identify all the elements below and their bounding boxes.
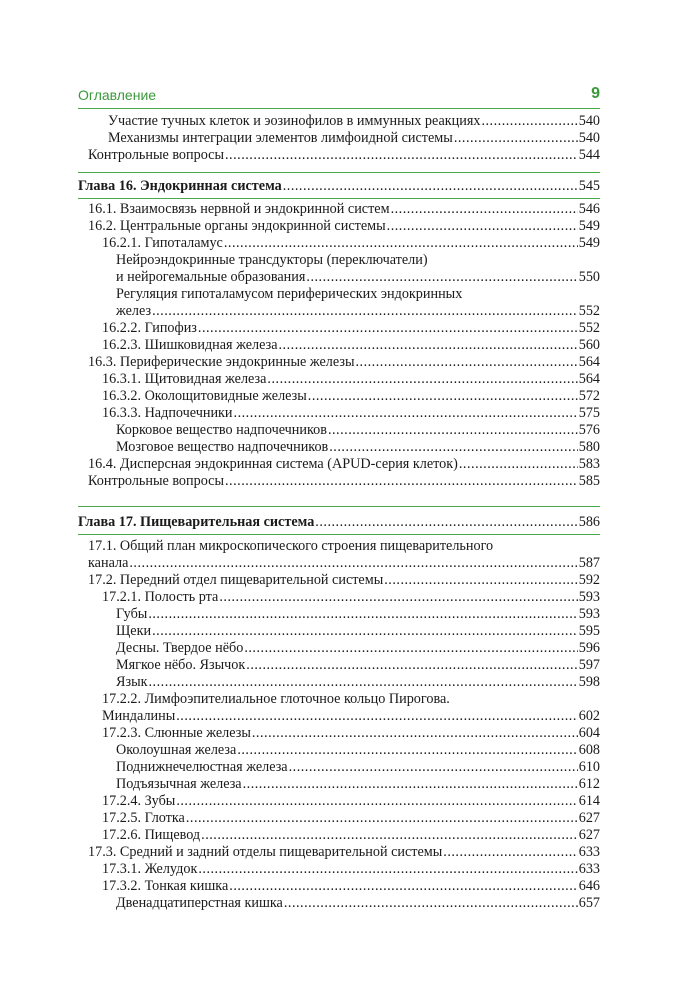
toc-leader-dots <box>459 456 578 473</box>
toc-entry <box>78 422 600 439</box>
toc-entry-page: 610 <box>578 759 600 775</box>
toc-leader-dots <box>355 354 577 371</box>
toc-entry-title: Подъязычная железа <box>116 776 242 792</box>
toc-entry-title: 17.2.3. Слюнные железы <box>102 725 251 741</box>
section-divider <box>78 506 600 507</box>
toc-entry-title: 16.3. Периферические эндокринные железы <box>88 354 355 370</box>
toc-entry-title: 17.3. Средний и задний отделы пищеварительной системы <box>88 844 443 860</box>
toc-chapter-entry <box>78 178 600 195</box>
toc-entry <box>78 589 600 606</box>
toc-entry <box>78 895 600 912</box>
toc-entry <box>78 130 600 147</box>
toc-entry-page: 552 <box>578 303 600 319</box>
toc-leader-dots <box>279 337 578 354</box>
toc-entry <box>78 201 600 218</box>
toc-entry-page: 614 <box>578 793 600 809</box>
toc-entry-page: 585 <box>578 473 600 489</box>
toc-leader-dots <box>152 303 578 320</box>
section-divider <box>78 534 600 535</box>
toc-entry-title: Участие тучных клеток и эозинофилов в иммунных реакциях <box>108 113 481 129</box>
toc-leader-dots <box>329 439 577 456</box>
toc-leader-dots <box>198 861 577 878</box>
toc-leader-dots <box>186 810 578 827</box>
toc-entry <box>78 827 600 844</box>
toc-entry <box>78 113 600 130</box>
section-divider <box>78 198 600 199</box>
toc-entry-page: 564 <box>578 354 600 370</box>
toc-entry-title-line1: Нейроэндокринные трансдукторы (переключатели) <box>116 252 428 268</box>
chapter-title: Глава 16. Эндокринная система <box>78 178 282 194</box>
toc-entry-title: 16.3.1. Щитовидная железа <box>102 371 267 387</box>
toc-entry <box>78 759 600 776</box>
toc-leader-dots <box>229 878 577 895</box>
toc-block-chapter-16 <box>78 201 600 490</box>
toc-leader-dots <box>237 742 577 759</box>
toc-leader-dots <box>243 776 578 793</box>
toc-entry-page: 549 <box>578 218 600 234</box>
toc-entry <box>78 337 600 354</box>
toc-entry-title-line1: 17.2.2. Лимфоэпителиальное глоточное кольцо Пирогова. <box>102 691 450 707</box>
toc-entry <box>78 473 600 490</box>
toc-entry-page: 592 <box>578 572 600 588</box>
toc-entry-title: Мягкое нёбо. Язычок <box>116 657 246 673</box>
toc-entry-title: Околоушная железа <box>116 742 237 758</box>
toc-entry-page: 633 <box>578 861 600 877</box>
toc-entry-page: 657 <box>578 895 600 911</box>
toc-entry-title: Язык <box>116 674 148 690</box>
toc-entry <box>78 252 600 286</box>
toc-entry-page: 646 <box>578 878 600 894</box>
toc-leader-dots <box>225 147 578 164</box>
toc-leader-dots <box>308 388 578 405</box>
toc-entry-page: 583 <box>578 456 600 472</box>
toc-entry-title: 17.2. Передний отдел пищеварительной системы <box>88 572 384 588</box>
toc-entry-page: 593 <box>578 606 600 622</box>
toc-entry <box>78 320 600 337</box>
toc-leader-dots <box>129 555 577 572</box>
toc-entry <box>78 793 600 810</box>
toc-entry-title: и нейрогемальные образования <box>116 269 306 285</box>
toc-entry-page: 608 <box>578 742 600 758</box>
toc-leader-dots <box>315 514 577 531</box>
toc-entry-page: 580 <box>578 439 600 455</box>
toc-entry-page: 552 <box>578 320 600 336</box>
toc-entry <box>78 218 600 235</box>
toc-entry-title: 17.3.1. Желудок <box>102 861 198 877</box>
toc-entry <box>78 640 600 657</box>
toc-chapter-entry <box>78 514 600 531</box>
toc-leader-dots <box>284 895 578 912</box>
toc-entry <box>78 538 600 572</box>
toc-entry-page: 575 <box>578 405 600 421</box>
toc-entry-title: Контрольные вопросы <box>88 147 224 163</box>
toc-entry <box>78 371 600 388</box>
toc-leader-dots <box>289 759 578 776</box>
toc-entry <box>78 572 600 589</box>
toc-entry-title: 16.3.2. Околощитовидные железы <box>102 388 307 404</box>
toc-entry-page: 544 <box>578 147 600 163</box>
toc-entry-page: 602 <box>578 708 600 724</box>
toc-leader-dots <box>328 422 578 439</box>
toc-entry-page: 627 <box>578 827 600 843</box>
toc-entry <box>78 354 600 371</box>
section-divider <box>78 172 600 173</box>
toc-entry <box>78 388 600 405</box>
toc-entry-page: 612 <box>578 776 600 792</box>
toc-entry-page: 576 <box>578 422 600 438</box>
toc-block-chapter-17 <box>78 538 600 912</box>
chapter-page: 586 <box>578 514 600 530</box>
toc-leader-dots <box>201 827 578 844</box>
toc-entry-page: 550 <box>578 269 600 285</box>
toc-leader-dots <box>481 113 577 130</box>
toc-leader-dots <box>283 178 578 195</box>
toc-entry <box>78 235 600 252</box>
toc-entry-title: 16.1. Взаимосвязь нервной и эндокринной систем <box>88 201 390 217</box>
toc-entry <box>78 861 600 878</box>
toc-leader-dots <box>246 657 577 674</box>
toc-entry <box>78 742 600 759</box>
toc-entry <box>78 691 600 725</box>
toc-entry-title-line1: 17.1. Общий план микроскопического строения пищеварительного <box>88 538 494 554</box>
toc-entry-page: 596 <box>578 640 600 656</box>
toc-leader-dots <box>267 371 577 388</box>
toc-leader-dots <box>391 201 578 218</box>
toc-entry <box>78 606 600 623</box>
toc-entry-page: 633 <box>578 844 600 860</box>
toc-entry-page: 598 <box>578 674 600 690</box>
toc-entry <box>78 878 600 895</box>
toc-entry-page: 597 <box>578 657 600 673</box>
running-header-title: Оглавление <box>78 87 157 103</box>
toc-entry-page: 627 <box>578 810 600 826</box>
toc-entry-page: 540 <box>578 130 600 146</box>
toc-leader-dots <box>244 640 577 657</box>
toc-entry-page: 595 <box>578 623 600 639</box>
toc-entry-page: 593 <box>578 589 600 605</box>
toc-entry-title: 16.2.2. Гипофиз <box>102 320 197 336</box>
toc-entry-title: Миндалины <box>102 708 176 724</box>
toc-leader-dots <box>152 623 578 640</box>
toc-leader-dots <box>234 405 578 422</box>
toc-entry-title: 16.4. Дисперсная эндокринная система (APUD-серия клеток) <box>88 456 458 472</box>
toc-leader-dots <box>225 473 578 490</box>
toc-entry-title: Губы <box>116 606 148 622</box>
toc-entry-page: 549 <box>578 235 600 251</box>
toc-entry <box>78 725 600 742</box>
toc-entry <box>78 405 600 422</box>
toc-entry-page: 546 <box>578 201 600 217</box>
toc-entry-title: 16.2.3. Шишковидная железа <box>102 337 278 353</box>
toc-entry-page: 564 <box>578 371 600 387</box>
toc-entry-title: Корковое вещество надпочечников <box>116 422 327 438</box>
toc-entry-page: 587 <box>578 555 600 571</box>
toc-leader-dots <box>454 130 578 147</box>
toc-entry-title: желез <box>116 303 152 319</box>
toc-leader-dots <box>387 218 578 235</box>
toc-block-lymphoid-end <box>78 113 600 164</box>
toc-entry-title: 17.2.5. Глотка <box>102 810 185 826</box>
toc-entry <box>78 439 600 456</box>
toc-entry-title: Механизмы интеграции элементов лимфоидной системы <box>108 130 453 146</box>
toc-entry-title: 17.2.6. Пищевод <box>102 827 201 843</box>
toc-entry-title: Мозговое вещество надпочечников <box>116 439 329 455</box>
toc-leader-dots <box>224 235 578 252</box>
toc-entry-title: Поднижнечелюстная железа <box>116 759 288 775</box>
toc-leader-dots <box>176 708 577 725</box>
toc-entry-title: Десны. Твердое нёбо <box>116 640 244 656</box>
chapter-title: Глава 17. Пищеварительная система <box>78 514 315 530</box>
toc-entry-page: 540 <box>578 113 600 129</box>
toc-entry-title: Щеки <box>116 623 152 639</box>
toc-entry <box>78 776 600 793</box>
toc-leader-dots <box>306 269 577 286</box>
toc-entry <box>78 810 600 827</box>
toc-entry <box>78 657 600 674</box>
running-header <box>78 86 600 109</box>
toc-leader-dots <box>252 725 578 742</box>
toc-entry <box>78 623 600 640</box>
toc-leader-dots <box>443 844 577 861</box>
toc-entry <box>78 456 600 473</box>
page-number: 9 <box>591 85 600 102</box>
toc-leader-dots <box>148 606 577 623</box>
toc-entry-title: 16.2. Центральные органы эндокринной системы <box>88 218 386 234</box>
toc-entry-title: канала <box>88 555 129 571</box>
toc-entry <box>78 674 600 691</box>
toc-leader-dots <box>149 674 578 691</box>
toc-leader-dots <box>384 572 577 589</box>
toc-entry-title: Двенадцатиперстная кишка <box>116 895 283 911</box>
toc-entry-title: 17.3.2. Тонкая кишка <box>102 878 229 894</box>
toc-entry-page: 604 <box>578 725 600 741</box>
toc-leader-dots <box>176 793 577 810</box>
toc-entry-page: 560 <box>578 337 600 353</box>
toc-leader-dots <box>198 320 578 337</box>
toc-entry-title: Контрольные вопросы <box>88 473 224 489</box>
toc-entry <box>78 844 600 861</box>
toc-entry-title: 16.3.3. Надпочечники <box>102 405 233 421</box>
toc-entry <box>78 286 600 320</box>
toc-chapter-16 <box>78 178 600 195</box>
toc-entry-title: 17.2.4. Зубы <box>102 793 176 809</box>
toc-chapter-17 <box>78 514 600 531</box>
toc-entry-page: 572 <box>578 388 600 404</box>
chapter-page: 545 <box>578 178 600 194</box>
toc-entry-title: 16.2.1. Гипоталамус <box>102 235 223 251</box>
toc-entry-title-line1: Регуляция гипоталамусом периферических эндокринных <box>116 286 463 302</box>
toc-entry-title: 17.2.1. Полость рта <box>102 589 219 605</box>
toc-leader-dots <box>219 589 577 606</box>
toc-entry <box>78 147 600 164</box>
